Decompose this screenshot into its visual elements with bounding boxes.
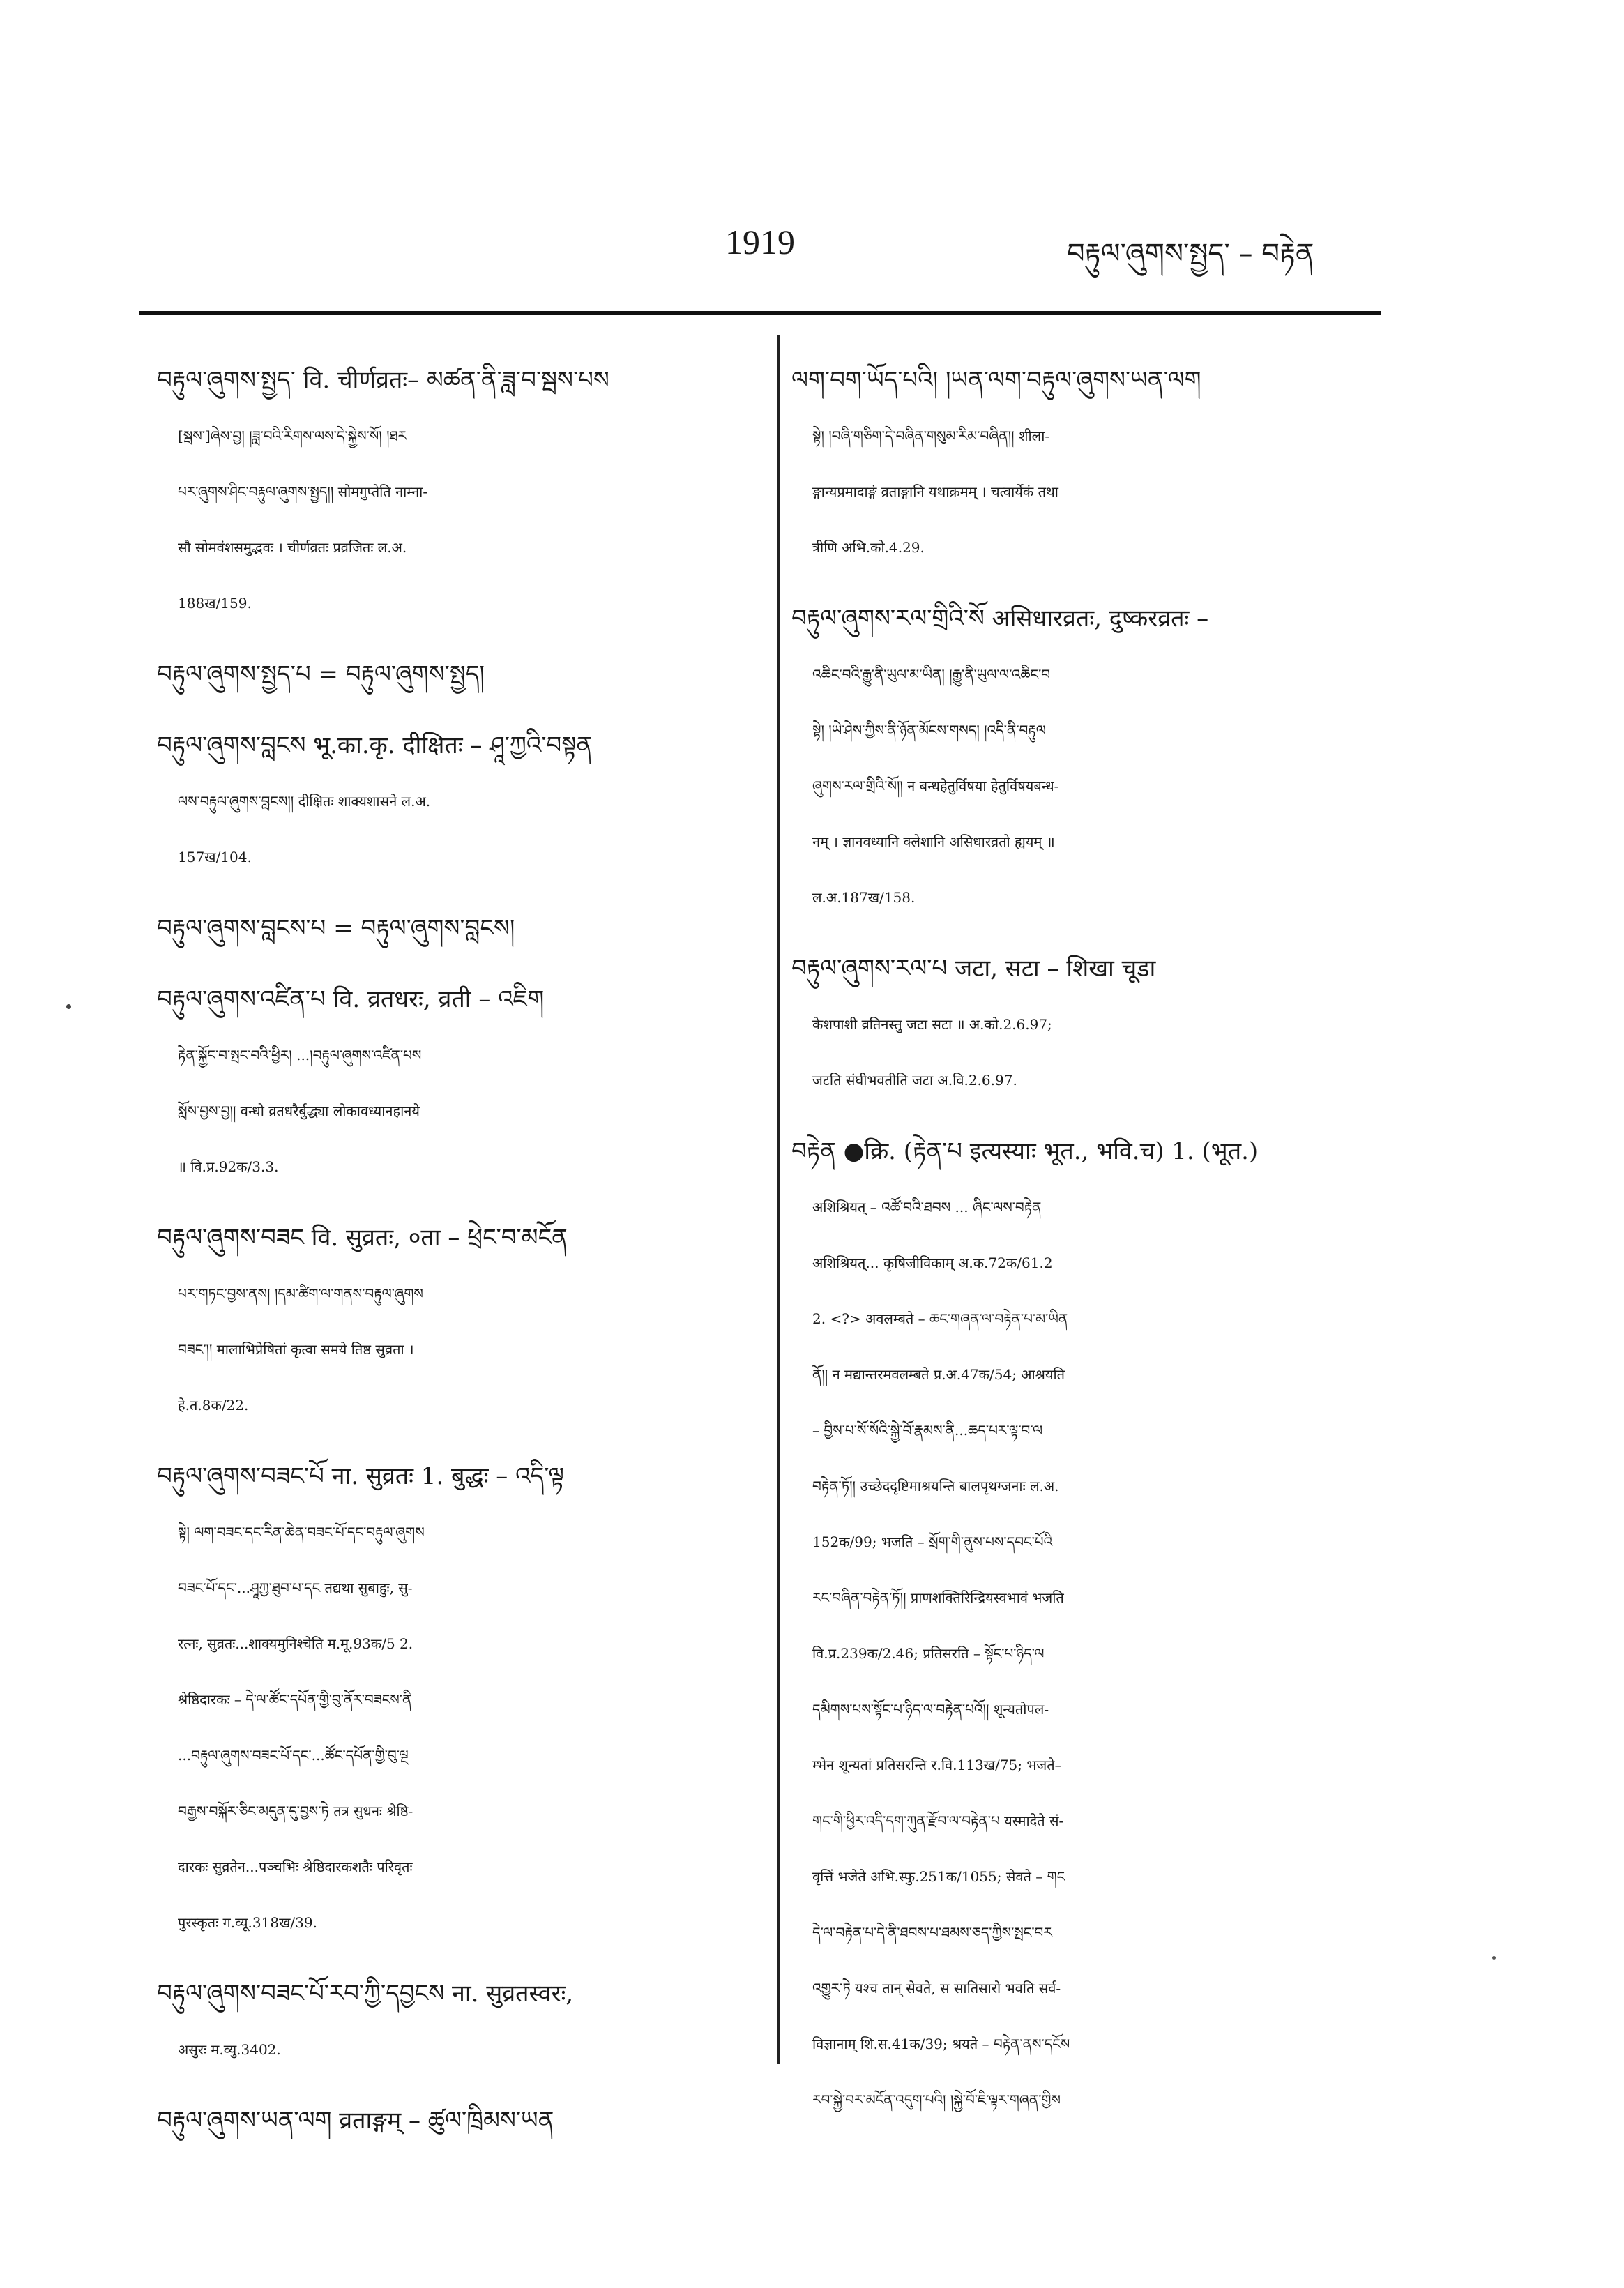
entry-line: वृत्तिं भजेते अभि.स्फु.251क/1055; सेवते – གང (812, 1868, 1065, 1885)
entry-line: ङ्गान्यप्रमादाङ्गं व्रताङ्गानि यथाक्रमम् । चत्वार्येकं तथा (812, 483, 1058, 500)
entry-line: सौ सोमवंशसमुद्भवः । चीर्णव्रतः प्रव्रजितः ल.अ. (178, 539, 407, 556)
dictionary-entry (791, 352, 1356, 575)
entry-line: གང་གི་ཕྱིར་འདི་དག་ཀུན་རྫོབ་ལ་བརྟེན་པ यस्मादेते सं- (812, 1812, 1064, 1829)
entry-line: བརྟུལ་ཞུགས་བཟང་པོ་རབ་ཀྱི་དབྱངས ना. सुव्रतस्वरः, (157, 1980, 574, 2008)
entry-line: ल.अ.187ख/158. (812, 889, 916, 906)
entry-line: जटति संघीभवतीति जटा अ.वि.2.6.97. (812, 1072, 1017, 1089)
entry-line: བརྟེན ●क्रि. (རྟེན་པ इत्यस्याः भूत., भवि.च) 1. (भूत.) (791, 1137, 1259, 1165)
dictionary-entry (157, 718, 722, 885)
entry-line: བརྟུལ་ཞུགས་བཟང वि. सुव्रतः, ०ता – ཕྲེང་བ་མངོན (157, 1224, 568, 1252)
entry-line: अशिश्रियत्... कृषिजीविकाम् अ.क.72क/61.2 (812, 1255, 1053, 1271)
entry-line: केशपाशी व्रतिनस्तु जटा सटा ॥ अ.को.2.6.97; (812, 1016, 1052, 1033)
entry-line: བརྒྱས་བསྐོར་ཅིང་མདུན་དུ་བྱས་ཏེ तत्र सुधनः श्रेष्ठि- (178, 1803, 413, 1819)
header-rule (139, 311, 1381, 315)
entry-line: སྟེ། ལག་བཟང་དང་རིན་ཆེན་བཟང་པོ་དང་བརྟུལ་ཞུགས (178, 1524, 425, 1540)
dictionary-entry (157, 1210, 722, 1433)
running-head: བརྟུལ་ཞུགས་སྤྱད་ – བརྟེན (1067, 238, 1314, 270)
entry-line: अशिश्रियत् – འཚོ་བའི་ཐབས ... ཞིང་ལས་བརྟེན (812, 1199, 1042, 1215)
right-column (791, 352, 1356, 2143)
entry-line: བརྟུལ་ཞུགས་སྤྱད་པ = བརྟུལ་ཞུགས་སྤྱད། (157, 660, 485, 688)
column-divider (777, 335, 780, 2064)
entry-line: ལས་བརྟུལ་ཞུགས་བླངས།། दीक्षितः शाक्यशासने ल.अ. (178, 793, 431, 810)
entry-line: བརྟེན་ཏོ།། उच्छेददृष्टिमाश्रयन्ति बालपृथग्जनाः ल.अ. (812, 1478, 1059, 1494)
entry-line: རྟེན་སྐྱོང་བ་སྤང་བའི་ཕྱིར། ...།བརྟུལ་ཞུགས་འཛིན་པས (178, 1047, 422, 1063)
entry-line: – བྱིས་པ་སོ་སོའི་སྐྱེ་བོ་རྣམས་ནི...ཆད་པར་ལྟ་བ་ལ (812, 1422, 1043, 1439)
entry-line: རང་བཞིན་བརྟེན་ཏོ།། प्राणशक्तिरिन्द्रियस्वभावं भजति (812, 1589, 1064, 1606)
entry-line: ནོ།། न मद्यान्तरमवलम्बते प्र.अ.47क/54; आश्रयति (812, 1366, 1065, 1383)
entry-line: 2. <?> अवलम्बते – ཆང་གཞན་ལ་བརྟེན་པ་མ་ཡིན (812, 1310, 1068, 1327)
entry-line: བརྟུལ་ཞུགས་སྤྱད་ वि. चीर्णव्रतः– མཚན་ནི་ཟླ་བ་སྦས་པས (157, 366, 609, 394)
dictionary-entry (157, 2093, 722, 2149)
entry-line: हे.त.8क/22. (178, 1397, 249, 1414)
entry-line: असुरः म.व्यु.3402. (178, 2041, 281, 2058)
entry-line: པར་གཏང་བྱས་ནས། །དམ་ཚིག་ལ་གནས་བརྟུལ་ཞུགས (178, 1285, 423, 1302)
entry-line: པར་ཞུགས་ཤིང་བརྟུལ་ཞུགས་སྤྱད།། सोमगुप्तेति नाम्ना- (178, 483, 428, 500)
entry-line: [སྦས་]ཞེས་བྱ། །ཟླ་བའི་རིགས་ལས་དེ་སྐྱེས་སོ། །ཐར (178, 427, 407, 444)
entry-line: བརྟུལ་ཞུགས་ཡན་ལག व्रताङ्गम् – ཚུལ་ཁྲིམས་ཡན (157, 2107, 554, 2135)
entry-line: म्भेन शून्यतां प्रतिसरन्ति र.वि.113ख/75; भजते– (812, 1757, 1062, 1773)
entry-line: 188ख/159. (178, 595, 252, 612)
entry-line: श्रेष्ठिदारकः – དེ་ལ་ཚོང་དཔོན་གྱི་བུ་ནོར་བཟངས་ནི (178, 1691, 412, 1708)
entry-line: སློས་བྱས་བྱ།། वन्धो व्रतधरैर्बुद्ध्या लोकावध्यानहानये (178, 1103, 420, 1119)
entry-line: दारकः सुव्रतेन...पञ्चभिः श्रेष्ठिदारकशतैः परिवृतः (178, 1858, 413, 1875)
entry-line: བཟང་པོ་དང་...ཤཱཀྱ་ཐུབ་པ་དང तद्यथा सुबाहुः, सु- (178, 1579, 413, 1596)
dictionary-entry (791, 941, 1356, 1108)
entry-line: བརྟུལ་ཞུགས་རལ་གྲིའི་སོ असिधारव्रतः, दुष्करव्रतः – (791, 605, 1209, 632)
entry-line: 157ख/104. (178, 849, 252, 865)
dictionary-entry (157, 971, 722, 1195)
page-number: 1919 (725, 222, 795, 262)
entry-line: འགྱུར་ཏེ यश्च तान् सेवते, स सातिसारो भवति सर्व- (812, 1980, 1061, 1997)
entry-line: བརྟུལ་ཞུགས་བླངས भू.का.कृ. दीक्षितः – ཤཱ་ཀྱའི་བསྟན (157, 732, 593, 759)
entry-line: དེ་ལ་བརྟེན་པ་དེ་ནི་ཐབས་པ་ཐམས་ཅད་ཀྱིས་སྤང་བར (812, 1924, 1052, 1941)
entry-line: ལག་བག་ཡོད་པའི། །ཡན་ལག་བརྟུལ་ཞུགས་ཡན་ལག (791, 366, 1201, 394)
entry-line: བརྟུལ་ཞུགས་རལ་པ जटा, सटा – शिखा चूडा (791, 955, 1156, 983)
entry-line: བརྟུལ་ཞུགས་འཛིན་པ वि. व्रतधरः, व्रती – འཇིག (157, 985, 545, 1013)
dictionary-entry (157, 1448, 722, 1950)
stray-mark (1492, 1956, 1496, 1960)
stray-mark (66, 1004, 71, 1009)
dictionary-entry (157, 646, 722, 702)
entry-line: རབ་སྐྱེ་བར་མངོན་འདུག་པའི། །སྐྱེ་བོ་ཇི་ལྟར་གཞན་གྱིས (812, 2091, 1061, 2108)
entry-line: रत्नः, सुव्रतः...शाक्यमुनिश्चेति म.मू.93क/5 2. (178, 1635, 413, 1652)
left-column (157, 352, 722, 2164)
entry-line: ...བརྟུལ་ཞུགས་བཟང་པོ་དང་...ཚོང་དཔོན་གྱི་བུ་ལྔ (178, 1747, 409, 1764)
entry-line: བརྟུལ་ཞུགས་བཟང་པོ ना. सुव्रतः 1. बुद्धः – འདི་ལྟ (157, 1462, 564, 1490)
entry-line: त्रीणि अभि.को.4.29. (812, 539, 925, 556)
entry-line: འཆིང་བའི་རྒྱུ་ནི་ཡུལ་མ་ཡིན། །རྒྱུ་ནི་ཡུལ་ལ་འཆིང་བ (812, 666, 1051, 683)
entry-line: བརྟུལ་ཞུགས་བླངས་པ = བརྟུལ་ཞུགས་བླངས། (157, 914, 515, 942)
entry-line: 152क/99; भजति – སྲོག་གི་ནུས་པས་དབང་པོའི (812, 1533, 1053, 1550)
entry-line: पुरस्कृतः ग.व्यू.318ख/39. (178, 1914, 317, 1931)
entry-line: སྟེ། །ཡེ་ཤེས་ཀྱིས་ནི་ཉོན་མོངས་གསད། །འདི་ནི་བརྟུལ (812, 722, 1046, 738)
entry-line: དམིགས་པས་སྟོང་པ་ཉིད་ལ་བརྟེན་པའོ།། शून्यतोपल- (812, 1701, 1049, 1718)
entry-line: སྟེ། །བཞི་གཅིག་དེ་བཞིན་གསུམ་རིམ་བཞིན།། शीला- (812, 427, 1050, 444)
dictionary-entry (791, 1123, 1356, 2128)
dictionary-entry (157, 352, 722, 631)
entry-line: वि.प्र.239क/2.46; प्रतिसरति – སྟོང་པ་ཉིད་ལ (812, 1645, 1045, 1662)
entry-line: ཞུགས་རལ་གྲིའི་སོ།། न बन्धहेतुर्विषया हेतुर्विषयबन्ध- (812, 778, 1059, 794)
entry-line: नम् । ज्ञानवध्यानि क्लेशानि असिधारव्रतो ह्ययम् ॥ (812, 833, 1055, 850)
entry-line: བཟང་།། मालाभिप्रेषितां कृत्वा समये तिष्ठ सुव्रता । (178, 1341, 414, 1358)
entry-line: ॥ वि.प्र.92क/3.3. (178, 1158, 279, 1175)
dictionary-entry (157, 900, 722, 956)
dictionary-entry (791, 591, 1356, 925)
entry-line: विज्ञानाम् शि.स.41क/39; श्रयते – བརྟེན་ནས་དངོས (812, 2036, 1070, 2052)
dictionary-entry (157, 1966, 722, 2077)
